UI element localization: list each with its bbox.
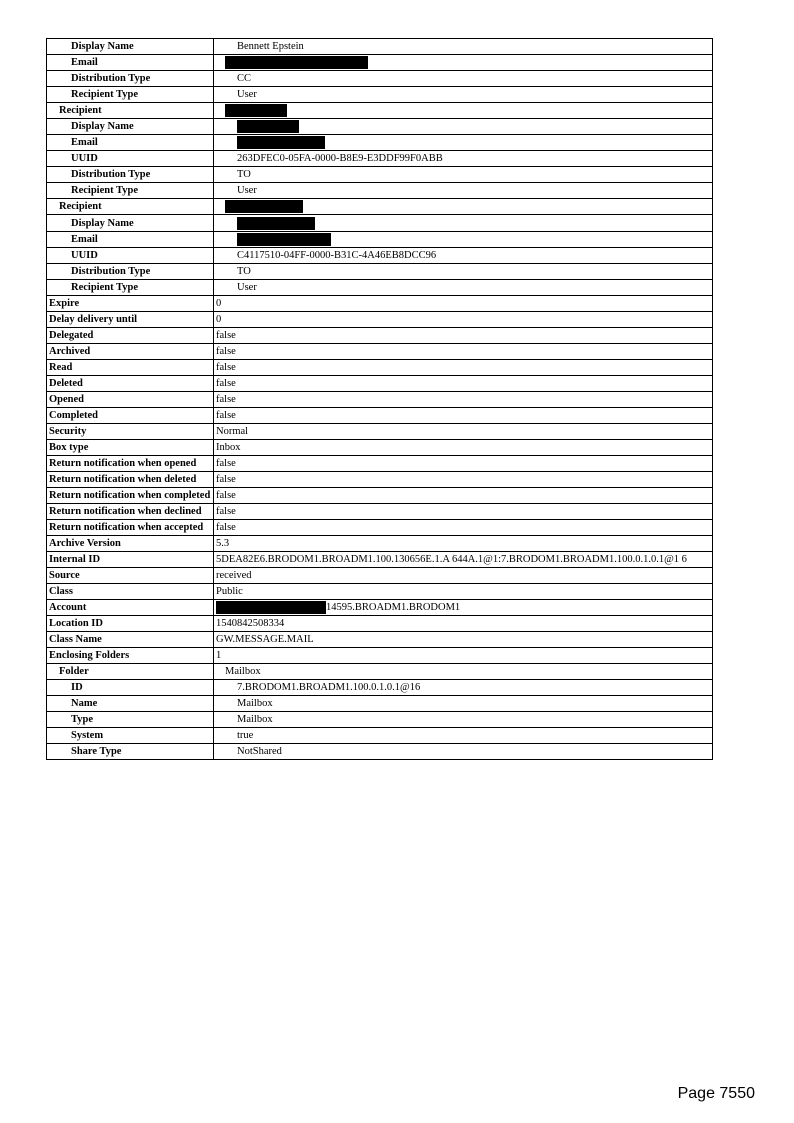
table-row [47,407,713,423]
field-value: User [214,87,713,103]
field-value: false [214,471,713,487]
table-row [47,519,713,535]
field-label: Location ID [47,615,214,631]
field-value: false [214,487,713,503]
field-label: Opened [47,391,214,407]
field-label: Distribution Type [47,167,214,183]
table-row [47,71,713,87]
field-value: User [214,183,713,199]
field-value: GW.MESSAGE.MAIL [214,631,713,647]
table-row [47,535,713,551]
table-row [47,455,713,471]
table-row [47,743,713,759]
field-label: Deleted [47,375,214,391]
field-label: Archived [47,343,214,359]
field-value: false [214,407,713,423]
redaction-block [225,104,287,117]
table-row [47,39,713,55]
table-row [47,151,713,167]
field-value: 1540842508334 [214,615,713,631]
redaction-block [216,601,326,614]
field-label: Email [47,55,214,71]
field-label: Class Name [47,631,214,647]
field-value: Bennett Epstein [214,39,713,55]
account-suffix: 14595.BROADM1.BRODOM1 [326,601,461,613]
table-row [47,679,713,695]
field-label: Recipient Type [47,279,214,295]
field-label: Recipient Type [47,183,214,199]
field-label: Distribution Type [47,263,214,279]
field-value: 5DEA82E6.BRODOM1.BROADM1.100.130656E.1.A 644A.1@1:7.BRODOM1.BROADM1.100.0.1.0.1@1 6 [214,551,713,567]
table-row [47,343,713,359]
table-row [47,551,713,567]
field-value: CC [214,71,713,87]
field-value: true [214,727,713,743]
table-row [47,727,713,743]
redaction-block [237,120,299,133]
table-row [47,167,713,183]
field-value [214,215,713,231]
field-label: Name [47,695,214,711]
field-label: Recipient [47,199,214,215]
table-row [47,359,713,375]
table-row [47,599,713,615]
field-label: Return notification when declined [47,503,214,519]
table-row [47,631,713,647]
table-row [47,423,713,439]
table-row [47,119,713,135]
table-row [47,103,713,119]
table-row [47,567,713,583]
field-label: Recipient [47,103,214,119]
field-value: Inbox [214,439,713,455]
field-label: Account [47,599,214,615]
field-label: Class [47,583,214,599]
field-value: false [214,375,713,391]
table-row [47,263,713,279]
redaction-block [225,200,303,213]
field-value: false [214,327,713,343]
field-label: Read [47,359,214,375]
field-label: System [47,727,214,743]
field-value: NotShared [214,743,713,759]
table-row [47,663,713,679]
table-row [47,487,713,503]
field-value: false [214,391,713,407]
field-value: Mailbox [214,695,713,711]
field-value: TO [214,263,713,279]
field-label: UUID [47,151,214,167]
field-value: 0 [214,311,713,327]
field-label: Return notification when completed [47,487,214,503]
field-value [214,199,713,215]
field-label: Security [47,423,214,439]
field-label: Enclosing Folders [47,647,214,663]
field-label: Folder [47,663,214,679]
redaction-block [237,136,325,149]
field-value: false [214,455,713,471]
table-row [47,327,713,343]
field-label: ID [47,679,214,695]
field-label: Expire [47,295,214,311]
field-value: Mailbox [214,711,713,727]
field-value: 263DFEC0-05FA-0000-B8E9-E3DDF99F0ABB [214,151,713,167]
redaction-block [237,217,315,230]
field-value: 5.3 [214,535,713,551]
table-row [47,439,713,455]
field-value [214,103,713,119]
field-value: 1 [214,647,713,663]
table-row [47,183,713,199]
field-value: false [214,503,713,519]
field-value: Mailbox [214,663,713,679]
field-label: Box type [47,439,214,455]
field-label: Return notification when deleted [47,471,214,487]
table-row [47,295,713,311]
table-row [47,615,713,631]
field-value: Normal [214,423,713,439]
field-value: 7.BRODOM1.BROADM1.100.0.1.0.1@16 [214,679,713,695]
field-value: TO [214,167,713,183]
redaction-block [237,233,331,246]
redaction-block [225,56,368,69]
record-table [46,38,713,760]
field-label: Source [47,567,214,583]
table-row [47,55,713,71]
field-value: User [214,279,713,295]
field-label: Return notification when opened [47,455,214,471]
field-value [214,599,713,615]
table-row [47,647,713,663]
table-row [47,87,713,103]
field-value: false [214,343,713,359]
field-value: 0 [214,295,713,311]
field-label: Distribution Type [47,71,214,87]
field-label: Email [47,231,214,247]
table-row [47,695,713,711]
field-value: received [214,567,713,583]
table-row [47,391,713,407]
field-value: C4117510-04FF-0000-B31C-4A46EB8DCC96 [214,247,713,263]
field-label: Completed [47,407,214,423]
field-value: Public [214,583,713,599]
field-label: Display Name [47,119,214,135]
table-row [47,199,713,215]
field-value: false [214,519,713,535]
table-row [47,583,713,599]
table-row [47,215,713,231]
field-label: Share Type [47,743,214,759]
field-label: Type [47,711,214,727]
field-label: Display Name [47,39,214,55]
page-number: Page 7550 [677,1085,755,1102]
field-label: Display Name [47,215,214,231]
field-value [214,119,713,135]
table-row [47,231,713,247]
table-row [47,471,713,487]
table-row [47,375,713,391]
table-row [47,503,713,519]
table-row [47,311,713,327]
field-value [214,55,713,71]
field-value [214,135,713,151]
field-label: UUID [47,247,214,263]
field-label: Recipient Type [47,87,214,103]
field-label: Email [47,135,214,151]
field-label: Archive Version [47,535,214,551]
field-value [214,231,713,247]
table-row [47,279,713,295]
field-label: Internal ID [47,551,214,567]
table-row [47,711,713,727]
field-value: false [214,359,713,375]
table-row [47,135,713,151]
field-label: Return notification when accepted [47,519,214,535]
field-label: Delay delivery until [47,311,214,327]
table-row [47,247,713,263]
field-label: Delegated [47,327,214,343]
